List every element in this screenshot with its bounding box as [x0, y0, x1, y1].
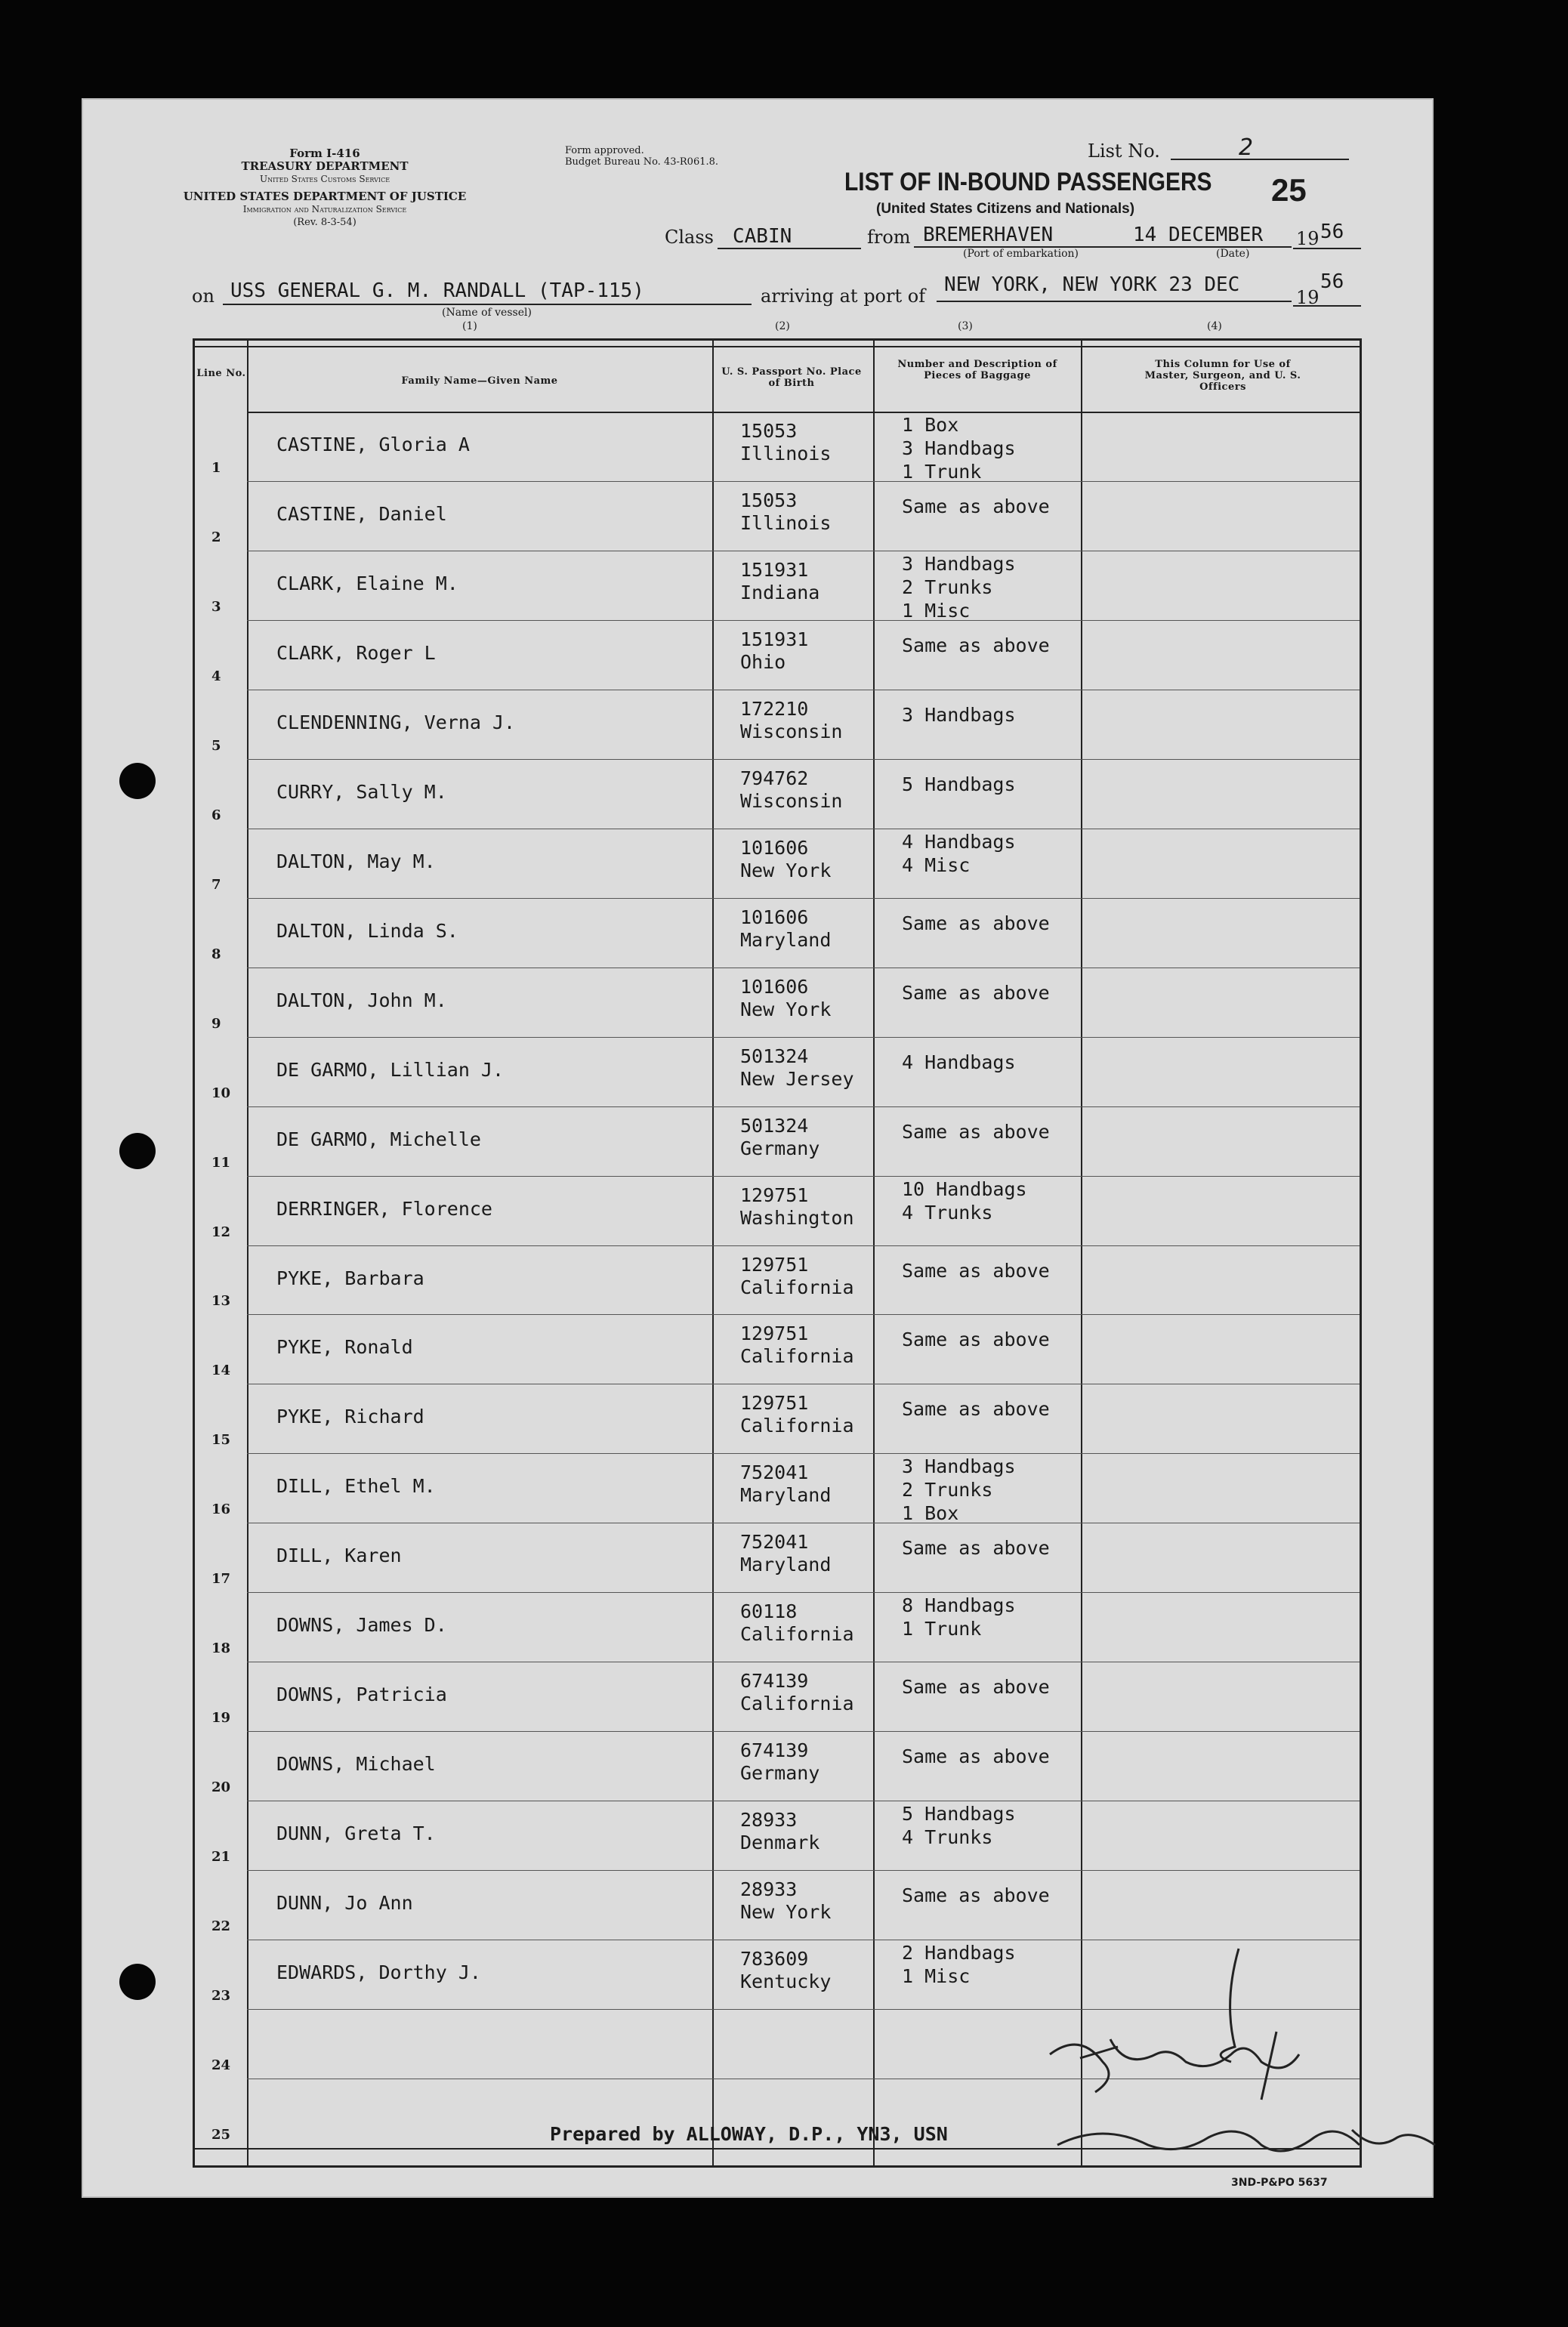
- line-number: 8: [211, 946, 221, 962]
- baggage-item: Same as above: [902, 495, 1050, 517]
- col-divider: [247, 341, 248, 2165]
- place-of-birth: Germany: [740, 1137, 820, 1159]
- baggage-item: 4 Misc: [902, 853, 971, 876]
- arrival-value: NEW YORK, NEW YORK 23 DEC: [944, 273, 1240, 296]
- passport-number: 752041: [740, 1461, 809, 1484]
- place-of-birth: California: [740, 1345, 854, 1368]
- col-divider: [873, 341, 875, 2165]
- passport-number: 15053: [740, 420, 798, 442]
- place-of-birth: Denmark: [740, 1832, 820, 1854]
- col-num-2: (2): [775, 320, 790, 332]
- line-number: 10: [211, 1085, 231, 1101]
- line-number: 12: [211, 1224, 231, 1240]
- baggage-item: 1 Box: [902, 1502, 959, 1525]
- line-number: 17: [211, 1571, 231, 1588]
- row-rule: [247, 1731, 1360, 1732]
- line-number: 21: [211, 1849, 231, 1866]
- name-header: Family Name—Given Name: [401, 375, 558, 387]
- passenger-name: CASTINE, Gloria A: [276, 434, 470, 455]
- passport-number: 674139: [740, 1739, 809, 1762]
- form-number: Form I-416: [289, 147, 360, 160]
- baggage-item: 10 Handbags: [902, 1177, 1027, 1200]
- baggage-item: Same as above: [902, 981, 1050, 1004]
- passport-number: 15053: [740, 489, 798, 511]
- place-of-birth: Maryland: [740, 928, 832, 951]
- passenger-table: [193, 338, 1362, 2168]
- baggage-item: 2 Trunks: [902, 576, 993, 598]
- place-of-birth: Germany: [740, 1762, 820, 1785]
- arrival-year-prefix: 19: [1296, 287, 1320, 308]
- baggage-item: 1 Misc: [902, 599, 971, 622]
- row-rule: [247, 1314, 1360, 1315]
- line-number: 1: [211, 459, 221, 476]
- baggage-item: Same as above: [902, 1120, 1050, 1143]
- class-value: CABIN: [733, 225, 792, 248]
- baggage-item: 4 Trunks: [902, 1201, 993, 1224]
- row-rule: [247, 1245, 1360, 1246]
- line-number: 11: [211, 1154, 231, 1171]
- officers-header: This Column for Use of Master, Surgeon, and U. S. Officers: [1144, 359, 1301, 393]
- baggage-item: Same as above: [902, 1884, 1050, 1907]
- baggage-header: Number and Description of Pieces of Baggage: [897, 359, 1057, 381]
- baggage-item: 1 Trunk: [902, 1618, 982, 1640]
- arrival-year-line: [1293, 305, 1361, 307]
- list-no-label: List No.: [1088, 140, 1160, 162]
- place-of-birth: Wisconsin: [740, 789, 843, 812]
- passenger-name: DOWNS, Michael: [276, 1753, 436, 1776]
- passport-number: 783609: [740, 1948, 809, 1971]
- line-number: 22: [211, 1918, 231, 1935]
- baggage-item: Same as above: [902, 1398, 1050, 1421]
- line-number: 25: [211, 2127, 231, 2143]
- row-rule: [247, 1106, 1360, 1107]
- passport-number: 28933: [740, 1809, 798, 1832]
- baggage-item: 4 Trunks: [902, 1826, 993, 1849]
- line-number: 2: [211, 529, 221, 545]
- passenger-name: CLARK, Roger L: [276, 641, 436, 664]
- row-rule: [247, 898, 1360, 899]
- baggage-item: Same as above: [902, 1537, 1050, 1560]
- baggage-item: 5 Handbags: [902, 773, 1016, 795]
- passenger-name: DILL, Karen: [276, 1545, 402, 1567]
- baggage-item: 2 Trunks: [902, 1479, 993, 1501]
- passport-number: 28933: [740, 1878, 798, 1901]
- passport-number: 151931: [740, 628, 809, 650]
- passport-number: 101606: [740, 975, 809, 998]
- passport-number: 501324: [740, 1045, 809, 1067]
- line-number: 6: [211, 807, 221, 823]
- passenger-name: DE GARMO, Lillian J.: [276, 1058, 505, 1081]
- customs-service: United States Customs Service: [259, 174, 390, 184]
- col-num-1: (1): [462, 320, 477, 332]
- class-line: [718, 248, 861, 249]
- baggage-item: Same as above: [902, 912, 1050, 934]
- line-number: 7: [211, 876, 221, 893]
- place-of-birth: New York: [740, 1901, 832, 1924]
- port-caption: (Port of embarkation): [963, 248, 1079, 260]
- list-no-value: 2: [1239, 134, 1254, 161]
- baggage-item: 3 Handbags: [902, 552, 1016, 575]
- baggage-item: 1 Box: [902, 414, 959, 436]
- baggage-item: 5 Handbags: [902, 1803, 1016, 1825]
- date-line: [1125, 246, 1292, 248]
- arrival-line: [937, 301, 1292, 302]
- passenger-name: PYKE, Richard: [276, 1406, 424, 1428]
- place-of-birth: California: [740, 1623, 854, 1646]
- place-of-birth: California: [740, 1276, 854, 1298]
- row-rule: [247, 1037, 1360, 1038]
- baggage-item: Same as above: [902, 634, 1050, 656]
- page-title: LIST OF IN-BOUND PASSENGERS: [844, 168, 1212, 196]
- baggage-item: 4 Handbags: [902, 830, 1016, 853]
- passenger-name: DUNN, Jo Ann: [276, 1892, 413, 1915]
- place-of-birth: Ohio: [740, 650, 786, 673]
- line-number: 3: [211, 598, 221, 615]
- vessel-line: [223, 304, 752, 305]
- passport-number: 151931: [740, 558, 809, 581]
- passport-number: 129751: [740, 1253, 809, 1276]
- passenger-name: DUNN, Greta T.: [276, 1822, 436, 1845]
- page-subtitle: (United States Citizens and Nationals): [876, 201, 1135, 217]
- form-block: [181, 147, 468, 229]
- passport-number: 101606: [740, 836, 809, 859]
- baggage-item: Same as above: [902, 1745, 1050, 1768]
- line-number: 24: [211, 2057, 231, 2074]
- row-rule: [247, 1592, 1360, 1593]
- baggage-item: 3 Handbags: [902, 437, 1016, 459]
- baggage-item: Same as above: [902, 1259, 1050, 1282]
- line-number: 4: [211, 668, 221, 684]
- place-of-birth: California: [740, 1693, 854, 1715]
- prepared-by: Prepared by ALLOWAY, D.P., YN3, USN: [550, 2123, 948, 2145]
- passport-number: 129751: [740, 1392, 809, 1415]
- row-rule: [247, 1870, 1360, 1871]
- list-no-line: [1171, 159, 1349, 160]
- baggage-item: 1 Misc: [902, 1965, 971, 1988]
- passport-number: 101606: [740, 906, 809, 928]
- passenger-name: DALTON, Linda S.: [276, 919, 458, 942]
- justice-dept: UNITED STATES DEPARTMENT OF JUSTICE: [183, 190, 467, 203]
- row-rule: [247, 1176, 1360, 1177]
- row-rule: [247, 759, 1360, 760]
- passport-number: 172210: [740, 697, 809, 720]
- passenger-name: DALTON, May M.: [276, 850, 436, 872]
- line-number: 16: [211, 1501, 231, 1518]
- row-rule: [247, 481, 1360, 482]
- passport-header: U. S. Passport No. Place of Birth: [721, 366, 862, 389]
- baggage-item: 3 Handbags: [902, 703, 1016, 726]
- treasury-dept: TREASURY DEPARTMENT: [241, 159, 409, 173]
- baggage-item: Same as above: [902, 1676, 1050, 1699]
- place-of-birth: Maryland: [740, 1484, 832, 1507]
- passenger-name: DE GARMO, Michelle: [276, 1128, 481, 1150]
- arriving-label: arriving at port of: [761, 285, 926, 307]
- place-of-birth: Wisconsin: [740, 720, 843, 742]
- punch-hole: [119, 763, 156, 799]
- passenger-name: PYKE, Ronald: [276, 1336, 413, 1359]
- passenger-name: DOWNS, Patricia: [276, 1684, 447, 1706]
- col-divider: [712, 341, 714, 2165]
- place-of-birth: New Jersey: [740, 1067, 854, 1090]
- passenger-name: CASTINE, Daniel: [276, 502, 447, 525]
- place-of-birth: Illinois: [740, 511, 832, 534]
- passport-number: 752041: [740, 1531, 809, 1554]
- place-of-birth: Indiana: [740, 581, 820, 603]
- passport-number: 794762: [740, 767, 809, 789]
- passport-number: 129751: [740, 1322, 809, 1345]
- passenger-name: EDWARDS, Dorthy J.: [276, 1961, 481, 1984]
- place-of-birth: New York: [740, 859, 832, 881]
- vessel-caption: (Name of vessel): [442, 307, 532, 319]
- place-of-birth: Illinois: [740, 443, 832, 464]
- line-number: 20: [211, 1779, 231, 1796]
- passport-number: 674139: [740, 1670, 809, 1693]
- baggage-item: 8 Handbags: [902, 1594, 1016, 1617]
- row-rule: [247, 1453, 1360, 1454]
- line-number: 9: [211, 1015, 221, 1032]
- col-num-4: (4): [1207, 320, 1222, 332]
- header-bottom-rule: [247, 412, 1360, 413]
- form-revision: (Rev. 8-3-54): [293, 217, 357, 228]
- header-top-rule: [195, 346, 1360, 347]
- year-prefix: 19: [1296, 228, 1320, 249]
- place-of-birth: Kentucky: [740, 1971, 832, 1993]
- approval-block: [565, 145, 718, 168]
- passenger-name: DOWNS, James D.: [276, 1614, 447, 1637]
- passenger-name: PYKE, Barbara: [276, 1267, 424, 1289]
- baggage-item: Same as above: [902, 1329, 1050, 1351]
- punch-hole: [119, 1133, 156, 1169]
- arrival-year-value: 56: [1320, 270, 1344, 293]
- baggage-item: 3 Handbags: [902, 1455, 1016, 1478]
- passport-number: 501324: [740, 1114, 809, 1137]
- place-of-birth: New York: [740, 998, 832, 1020]
- baggage-item: 2 Handbags: [902, 1942, 1016, 1964]
- punch-hole: [119, 1964, 156, 2000]
- passenger-name: CLARK, Elaine M.: [276, 572, 458, 594]
- from-value: BREMERHAVEN: [923, 224, 1054, 246]
- from-label: from: [867, 227, 911, 248]
- budget-bureau: Budget Bureau No. 43-R061.8.: [565, 156, 719, 168]
- passenger-name: CLENDENNING, Verna J.: [276, 711, 516, 733]
- on-label: on: [192, 285, 215, 307]
- line-number: 15: [211, 1432, 231, 1449]
- page-number: 25: [1271, 172, 1307, 208]
- col-num-3: (3): [958, 320, 973, 332]
- print-code: 3ND-P&PO 5637: [1231, 2177, 1328, 2189]
- col-divider: [1081, 341, 1082, 2165]
- baggage-item: 4 Handbags: [902, 1051, 1016, 1073]
- ins-service: Immigration and Naturalization Service: [242, 204, 407, 214]
- line-no-header: Line No.: [196, 368, 246, 379]
- passenger-name: DERRINGER, Florence: [276, 1197, 492, 1220]
- line-number: 5: [211, 737, 221, 754]
- date-value: 14 DECEMBER: [1133, 224, 1264, 246]
- passport-number: 129751: [740, 1184, 809, 1206]
- passenger-name: DALTON, John M.: [276, 989, 447, 1011]
- passenger-name: CURRY, Sally M.: [276, 780, 447, 803]
- officer-signature: [1035, 1941, 1458, 2183]
- passenger-name: DILL, Ethel M.: [276, 1475, 436, 1498]
- approval-line: Form approved.: [565, 145, 644, 156]
- line-number: 18: [211, 1640, 231, 1657]
- passport-number: 60118: [740, 1600, 798, 1623]
- date-caption: (Date): [1216, 248, 1250, 260]
- place-of-birth: Washington: [740, 1206, 854, 1229]
- line-number: 19: [211, 1710, 231, 1727]
- line-number: 13: [211, 1293, 231, 1310]
- class-label: Class: [665, 227, 714, 248]
- line-number: 23: [211, 1988, 231, 2004]
- year-line: [1293, 248, 1361, 249]
- row-rule: [247, 620, 1360, 621]
- year-value: 56: [1320, 221, 1344, 243]
- line-number: 14: [211, 1363, 231, 1379]
- vessel-value: USS GENERAL G. M. RANDALL (TAP-115): [230, 279, 644, 302]
- baggage-item: 1 Trunk: [902, 461, 982, 483]
- place-of-birth: California: [740, 1415, 854, 1437]
- place-of-birth: Maryland: [740, 1554, 832, 1576]
